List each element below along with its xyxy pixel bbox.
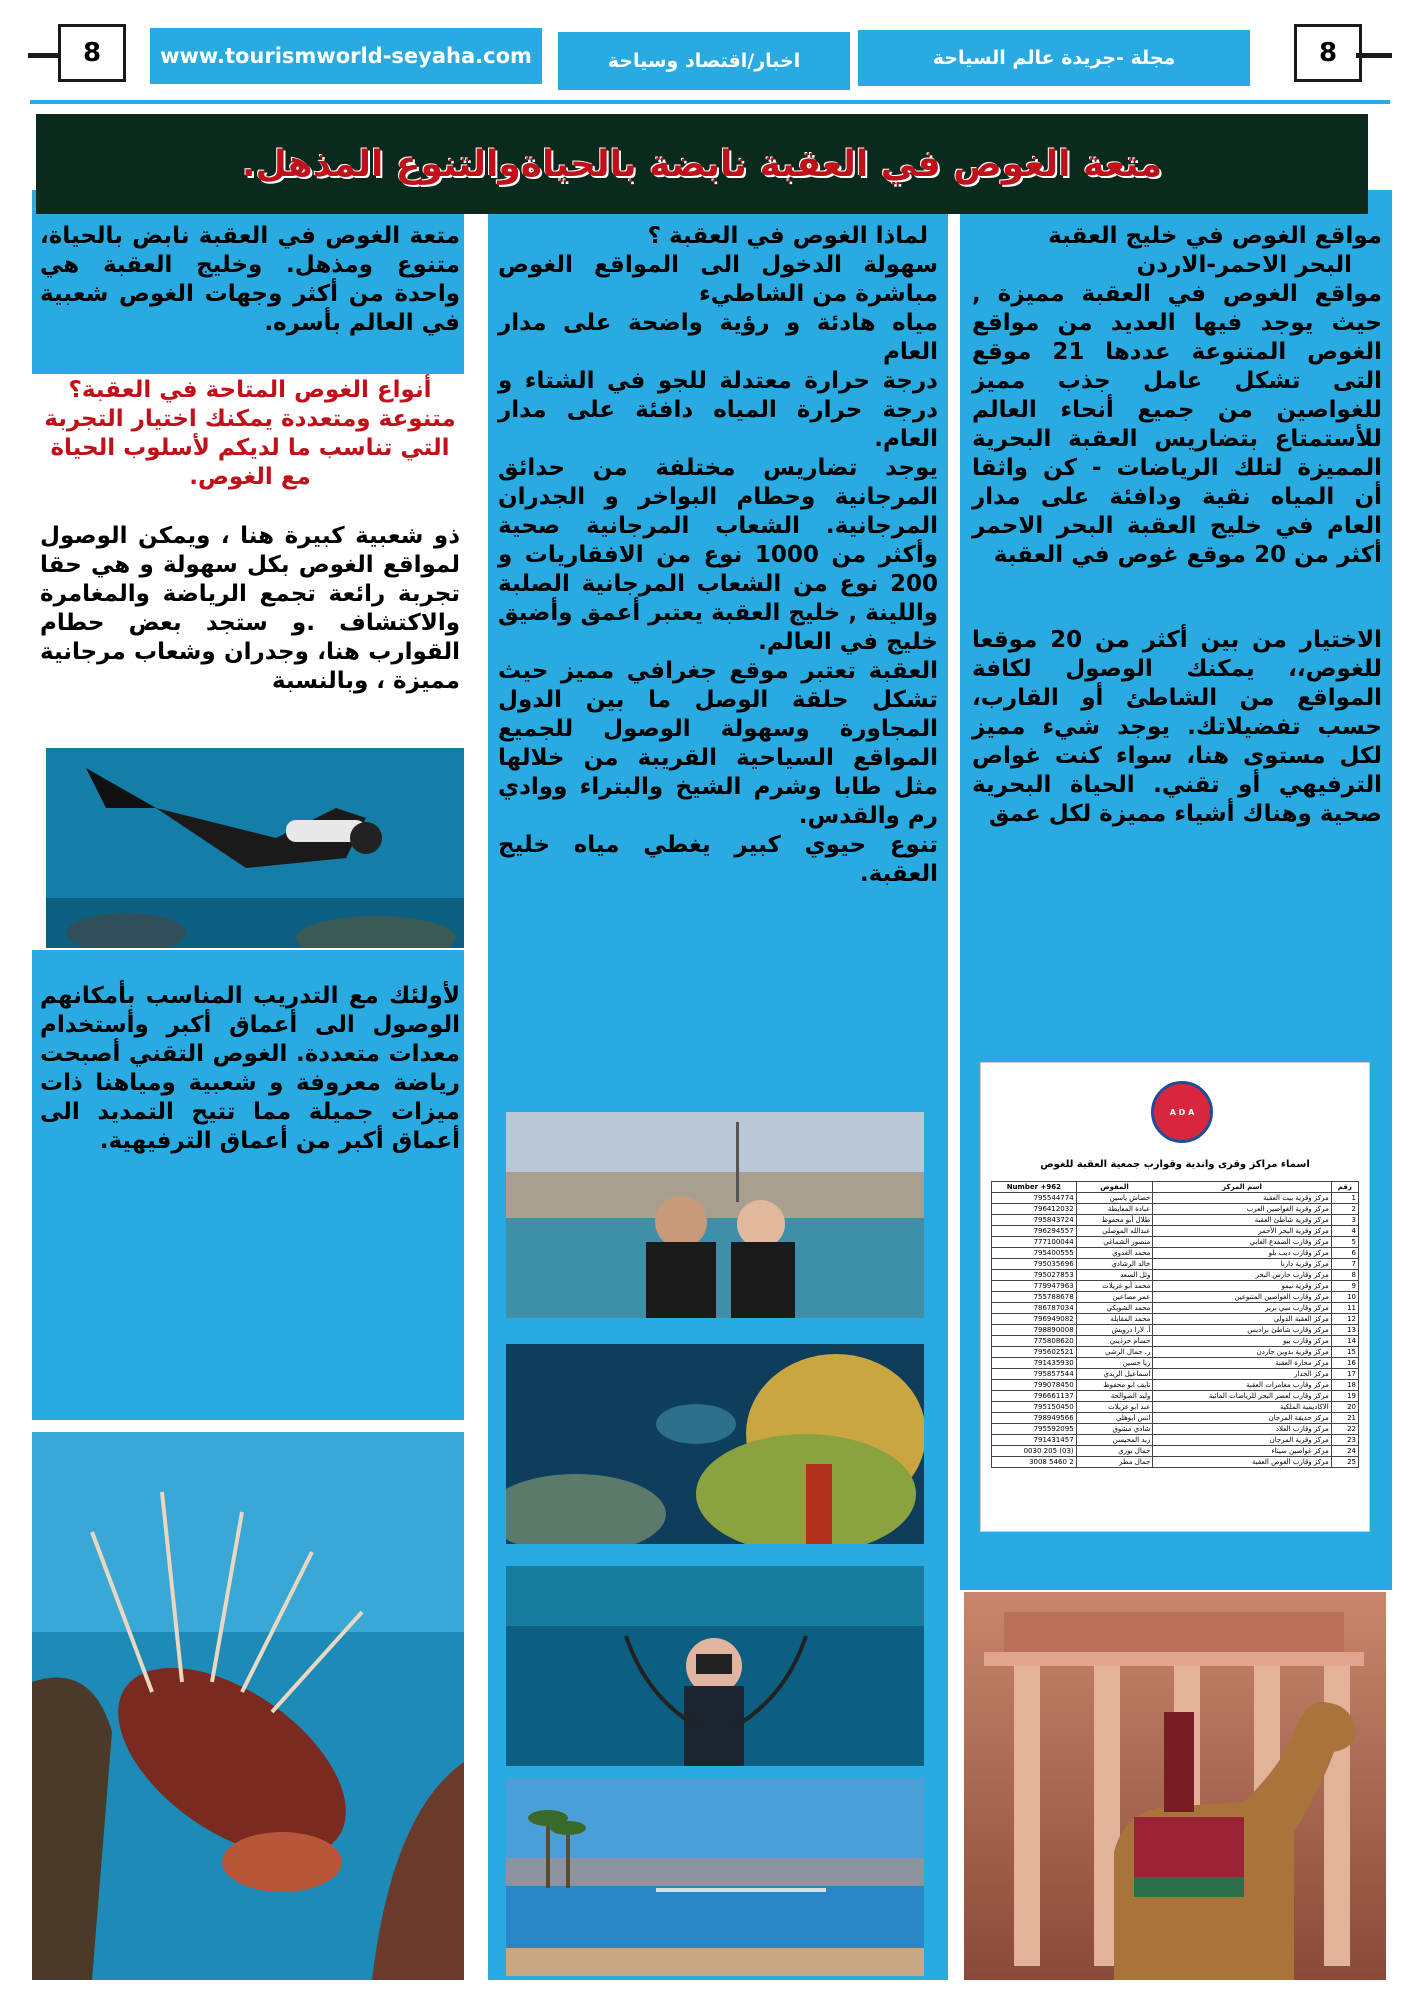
table-cell: 798949566 bbox=[992, 1413, 1077, 1424]
table-cell: مركز العقبة الدولي bbox=[1153, 1314, 1331, 1325]
header-divider bbox=[30, 100, 1390, 104]
page-title: متعة الغوص في العقبة نابضة بالحياةوالتنوع المذهل. bbox=[241, 143, 1163, 185]
table-row bbox=[992, 1413, 1359, 1424]
table-cell: ر. جمال الرشي bbox=[1076, 1347, 1153, 1358]
scuba-diver-photo bbox=[46, 748, 464, 948]
table-cell: 2 bbox=[1331, 1204, 1358, 1215]
middle-paragraph-6: تنوع حيوي كبير يغطي مياه خليج العقبة. bbox=[498, 832, 938, 887]
table-cell: 17 bbox=[1331, 1369, 1358, 1380]
right-paragraph-1: مواقع الغوص في العقبة مميزة , حيث يوجد فيها العديد من مواقع الغوص المتنوعة عددها 21 موقع التى تشكل عامل جذب مميز للغواصين من جميع أنحاء العالم للأستمتاع بتضاريس العقبة البحرية المميزة لتلك الرياضات - كن واثقا أن المياه نقية ودافئة على مدار العام في خليج العقبة البحر الاحمر أكثر من 20 موقع غوص في العقبة bbox=[972, 281, 1382, 568]
table-cell: زيد المحيسن bbox=[1076, 1435, 1153, 1446]
petra-camel-photo bbox=[964, 1592, 1386, 1980]
table-cell: 6 bbox=[1331, 1248, 1358, 1259]
table-cell: 795544774 bbox=[992, 1193, 1077, 1204]
ada-logo bbox=[1151, 1081, 1213, 1143]
page-number-right: 8 bbox=[1294, 24, 1362, 82]
table-row bbox=[992, 1303, 1359, 1314]
table-row bbox=[992, 1402, 1359, 1413]
table-cell: جمال بوري bbox=[1076, 1446, 1153, 1457]
divers-surface-photo bbox=[506, 1112, 924, 1318]
table-cell: انس ابوهلي bbox=[1076, 1413, 1153, 1424]
table-cell: جمال مطر bbox=[1076, 1457, 1153, 1468]
table-cell: عبد ابو غزيلات bbox=[1076, 1402, 1153, 1413]
table-row bbox=[992, 1358, 1359, 1369]
table-row bbox=[992, 1347, 1359, 1358]
table-row bbox=[992, 1457, 1359, 1468]
table-cell: مركز وقرية بيت العقبة bbox=[1153, 1193, 1331, 1204]
table-cell: ريا حسين bbox=[1076, 1358, 1153, 1369]
table-row bbox=[992, 1446, 1359, 1457]
table-cell: مركز وقرية الغواصين العرب bbox=[1153, 1204, 1331, 1215]
ada-logo-abbr: A D A bbox=[1169, 1107, 1195, 1117]
table-cell: مركز حديقة المرجان bbox=[1153, 1413, 1331, 1424]
table-cell: مركز وقارب حارس البحر bbox=[1153, 1270, 1331, 1281]
table-cell: 795400555 bbox=[992, 1248, 1077, 1259]
table-cell: 795592095 bbox=[992, 1424, 1077, 1435]
table-cell: عمر مصاعين bbox=[1076, 1292, 1153, 1303]
table-cell: وئل السعد bbox=[1076, 1270, 1153, 1281]
dive-centers-document bbox=[980, 1062, 1370, 1532]
table-cell: مركز وقارب بيو bbox=[1153, 1336, 1331, 1347]
table-cell: الاكاديمية الملكية bbox=[1153, 1402, 1331, 1413]
table-cell: 5 bbox=[1331, 1237, 1358, 1248]
table-cell: منصور الشماغي bbox=[1076, 1237, 1153, 1248]
table-cell: 2 5460 3008 bbox=[992, 1457, 1077, 1468]
table-row bbox=[992, 1424, 1359, 1435]
table-cell: مركز وقارب ديب بلو bbox=[1153, 1248, 1331, 1259]
table-cell: 19 bbox=[1331, 1391, 1358, 1402]
table-cell: 796412032 bbox=[992, 1204, 1077, 1215]
table-cell: 25 bbox=[1331, 1457, 1358, 1468]
table-cell: 795843724 bbox=[992, 1215, 1077, 1226]
website-box: www.tourismworld-seyaha.com bbox=[150, 28, 542, 84]
table-cell: 20 bbox=[1331, 1402, 1358, 1413]
doc-col-header: Number +962 bbox=[992, 1182, 1077, 1193]
table-cell: 795027853 bbox=[992, 1270, 1077, 1281]
middle-paragraph-4: يوجد تضاريس مختلفة من حدائق المرجانية وحطام البواخر و الجدران المرجانية. الشعاب المرجانية صحية وأكثر من 1000 نوع من الافقاريات و 200 نوع من الشعاب المرجانية الصلبة واللينة , خليج العقبة يعتبر أعمق وأضيق خليج في العالم. bbox=[497, 455, 938, 655]
publication-box: مجلة -جريدة عالم السياحة bbox=[858, 30, 1250, 86]
table-row bbox=[992, 1380, 1359, 1391]
table-cell: مركز وقرية المرجان bbox=[1153, 1435, 1331, 1446]
middle-paragraph-3: درجة حرارة معتدلة للجو في الشتاء و درجة حرارة المياه دافئة على مدار العام. bbox=[498, 368, 938, 452]
table-row bbox=[992, 1259, 1359, 1270]
right-heading-1: مواقع الغوص في خليج العقبة bbox=[1048, 223, 1382, 249]
table-row bbox=[992, 1314, 1359, 1325]
underwater-photographer-photo bbox=[506, 1566, 924, 1766]
aqaba-beach-photo bbox=[506, 1778, 924, 1976]
table-cell: خالد الرشادي bbox=[1076, 1259, 1153, 1270]
table-row bbox=[992, 1281, 1359, 1292]
section-box: اخبار/اقتصاد وسياحة bbox=[558, 32, 850, 90]
table-cell: 13 bbox=[1331, 1325, 1358, 1336]
table-row bbox=[992, 1193, 1359, 1204]
table-cell: أ. لارا درويش bbox=[1076, 1325, 1153, 1336]
table-cell: مركز وقارب شاطئ براديس bbox=[1153, 1325, 1331, 1336]
table-cell: 775808620 bbox=[992, 1336, 1077, 1347]
left-paragraph-1: ذو شعبية كبيرة هنا ، ويمكن الوصول لمواقع الغوص بكل سهولة و هي حقا تجربة رائعة تجمع الرياضة والمغامرة والاكتشاف .و ستجد بعض حطام القوارب هنا، وجدران وشعاب مرجانية مميزة ، وبالنسبة bbox=[40, 523, 460, 694]
doc-col-header: رقم bbox=[1331, 1182, 1358, 1193]
table-cell: 3 bbox=[1331, 1215, 1358, 1226]
table-row bbox=[992, 1292, 1359, 1303]
table-cell: مركز وقارب لعصر البحر للرياضات المائية bbox=[1153, 1391, 1331, 1402]
table-cell: مركز وقارب الضفدع الغابي bbox=[1153, 1237, 1331, 1248]
table-cell: 791431457 bbox=[992, 1435, 1077, 1446]
right-heading-2: البحر الاحمر-الاردن bbox=[1136, 252, 1352, 278]
table-cell: مركز وقرية شاطئ العقبة bbox=[1153, 1215, 1331, 1226]
right-column-text bbox=[972, 222, 1382, 829]
table-cell: 8 bbox=[1331, 1270, 1358, 1281]
table-cell: مركز وقارب الغواصين المتنوعين bbox=[1153, 1292, 1331, 1303]
table-cell: 795150450 bbox=[992, 1402, 1077, 1413]
table-row bbox=[992, 1336, 1359, 1347]
table-cell: مركز وقارب الغوص العقبة bbox=[1153, 1457, 1331, 1468]
table-cell: 1 bbox=[1331, 1193, 1358, 1204]
doc-col-header: اسم المركز bbox=[1153, 1182, 1331, 1193]
table-cell: خضاش ياسين bbox=[1076, 1193, 1153, 1204]
table-cell: شادي مشوق bbox=[1076, 1424, 1153, 1435]
document-title: اسماء مراكز وقرى واندية وقوارب جمعية العقبة للغوص bbox=[1040, 1159, 1310, 1170]
table-cell: محمد الغدوي bbox=[1076, 1248, 1153, 1259]
table-cell: (03) 205 0030 bbox=[992, 1446, 1077, 1457]
table-cell: 9 bbox=[1331, 1281, 1358, 1292]
table-row bbox=[992, 1237, 1359, 1248]
middle-heading: لماذا الغوص في العقبة ؟ bbox=[647, 223, 928, 249]
table-cell: حسام حرذيني bbox=[1076, 1336, 1153, 1347]
middle-column-text bbox=[498, 222, 938, 889]
table-cell: عبادة المعايطة bbox=[1076, 1204, 1153, 1215]
dive-centers-table bbox=[991, 1181, 1359, 1468]
table-cell: مركز وقرية البحر الأحمر bbox=[1153, 1226, 1331, 1237]
table-row bbox=[992, 1325, 1359, 1336]
table-row bbox=[992, 1248, 1359, 1259]
table-row bbox=[992, 1435, 1359, 1446]
left-paragraph-2: لأولئك مع التدريب المناسب بأمكانهم الوصول الى أعماق أكبر وأستخدام معدات متعددة. الغوص التقني أصبحت رياضة معروفة و شعبية ومياهنا ذات ميزات جميلة مما تتيح التمديد الى أعماق أكبر من أعماق الترفيهية. bbox=[40, 983, 460, 1154]
table-cell: 10 bbox=[1331, 1292, 1358, 1303]
table-cell: طلال أبو محفوظ bbox=[1076, 1215, 1153, 1226]
middle-paragraph-2: مياه هادئة و رؤية واضحة على مدار العام bbox=[498, 310, 938, 365]
table-cell: 18 bbox=[1331, 1380, 1358, 1391]
table-cell: 786787034 bbox=[992, 1303, 1077, 1314]
middle-paragraph-1: سهولة الدخول الى المواقع الغوص مباشرة من الشاطيء bbox=[498, 252, 938, 307]
table-row bbox=[992, 1369, 1359, 1380]
header-rule-right bbox=[1356, 53, 1392, 58]
table-cell: 16 bbox=[1331, 1358, 1358, 1369]
table-cell: 795857544 bbox=[992, 1369, 1077, 1380]
table-cell: 795035696 bbox=[992, 1259, 1077, 1270]
table-cell: مركز وقرية نيمو bbox=[1153, 1281, 1331, 1292]
table-cell: 11 bbox=[1331, 1303, 1358, 1314]
table-cell: 796949082 bbox=[992, 1314, 1077, 1325]
table-cell: 796661137 bbox=[992, 1391, 1077, 1402]
table-row bbox=[992, 1391, 1359, 1402]
table-cell: 12 bbox=[1331, 1314, 1358, 1325]
table-row bbox=[992, 1215, 1359, 1226]
table-cell: مركز وقارب مغامرات العقبة bbox=[1153, 1380, 1331, 1391]
table-cell: 15 bbox=[1331, 1347, 1358, 1358]
page-number-left: 8 bbox=[58, 24, 126, 82]
table-cell: عبدالله الموصلي bbox=[1076, 1226, 1153, 1237]
table-cell: مركز الجدار bbox=[1153, 1369, 1331, 1380]
table-cell: مركز وقرية دارنا bbox=[1153, 1259, 1331, 1270]
table-cell: 791435930 bbox=[992, 1358, 1077, 1369]
table-cell: 22 bbox=[1331, 1424, 1358, 1435]
table-cell: وليد الصوالحة bbox=[1076, 1391, 1153, 1402]
table-cell: محمد أبو غزيلات bbox=[1076, 1281, 1153, 1292]
table-row bbox=[992, 1270, 1359, 1281]
table-cell: مركز وقارب سي برير bbox=[1153, 1303, 1331, 1314]
table-cell: 796294557 bbox=[992, 1226, 1077, 1237]
table-cell: 777100044 bbox=[992, 1237, 1077, 1248]
middle-paragraph-5: العقبة تعتبر موقع جغرافي مميز حيث تشكل حلقة الوصل ما بين الدول المجاورة وسهولة الوصول للجميع المواقع السياحية القريبة من خلالها مثل طابا وشرم الشيخ والبتراء ووادي رم والقدس. bbox=[498, 658, 938, 829]
table-cell: 799078450 bbox=[992, 1380, 1077, 1391]
table-cell: مركز محارة العقبة bbox=[1153, 1358, 1331, 1369]
table-cell: محمد المقابلة bbox=[1076, 1314, 1153, 1325]
table-cell: مركز وقارب العلاد bbox=[1153, 1424, 1331, 1435]
table-cell: 23 bbox=[1331, 1435, 1358, 1446]
table-cell: 779947963 bbox=[992, 1281, 1077, 1292]
right-paragraph-2: الاختيار من بين أكثر من 20 موقعا للغوص،، يمكنك الوصول لكافة المواقع من الشاطئ أو القارب، حسب تفضيلاتك. يوجد شيء مميز لكل مستوى هنا، سواء كنت غواص الترفيهي أو تقني. الحياة البحرية صحية وهناك أشياء مميزة لكل عمق bbox=[972, 627, 1382, 827]
left-red-heading: أنواع الغوص المتاحة في العقبة؟ متنوعة ومتعددة يمكنك اختيار التجربة التي تناسب ما لديكم لأسلوب الحياة مع الغوص. bbox=[44, 377, 456, 490]
table-cell: 755788678 bbox=[992, 1292, 1077, 1303]
doc-col-header: المفوض bbox=[1076, 1182, 1153, 1193]
table-cell: نايف ابو محفوظ bbox=[1076, 1380, 1153, 1391]
table-cell: 24 bbox=[1331, 1446, 1358, 1457]
table-cell: 7 bbox=[1331, 1259, 1358, 1270]
lionfish-photo bbox=[32, 1432, 464, 1980]
table-cell: مركز وقرية بدوين جاردن bbox=[1153, 1347, 1331, 1358]
table-row bbox=[992, 1226, 1359, 1237]
table-cell: 14 bbox=[1331, 1336, 1358, 1347]
left-intro-text: متعة الغوص في العقبة نابض بالحياة، متنوع ومذهل. وخليج العقبة هي واحدة من أكثر وجهات الغوص شعبية في العالم بأسره. bbox=[40, 223, 460, 336]
coral-reef-photo bbox=[506, 1344, 924, 1544]
title-banner bbox=[36, 114, 1368, 214]
table-cell: 21 bbox=[1331, 1413, 1358, 1424]
table-cell: 798890008 bbox=[992, 1325, 1077, 1336]
table-row bbox=[992, 1204, 1359, 1215]
table-cell: مركز غواصين سيناء bbox=[1153, 1446, 1331, 1457]
table-cell: 4 bbox=[1331, 1226, 1358, 1237]
table-cell: اسماعيل الريدي bbox=[1076, 1369, 1153, 1380]
table-cell: 795602521 bbox=[992, 1347, 1077, 1358]
table-cell: محمد الشويكي bbox=[1076, 1303, 1153, 1314]
